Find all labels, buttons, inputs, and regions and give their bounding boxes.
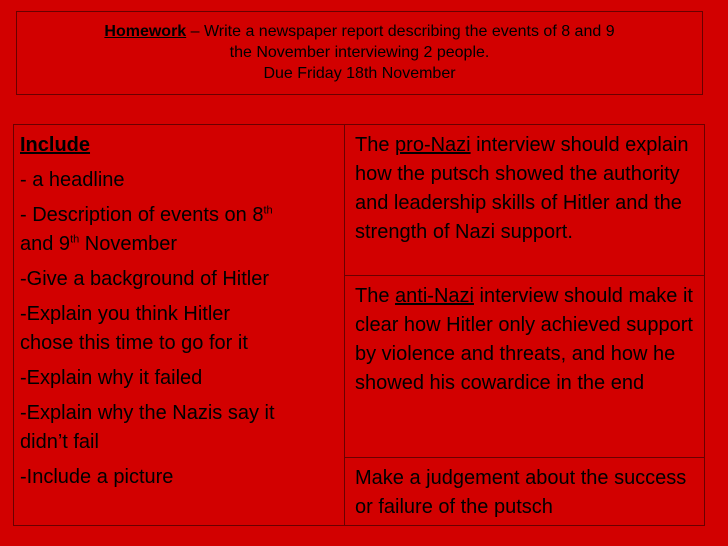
include-item-background: -Give a background of Hitler: [20, 268, 270, 290]
due-date: Due Friday 18th November: [263, 65, 456, 82]
pro-nazi-label: pro-Nazi: [395, 134, 471, 156]
include-item-nazi-view: -Explain why the Nazis say it didn’t fail: [20, 402, 275, 453]
include-item-headline: - a headline: [20, 169, 125, 191]
header-line-2: the November interviewing 2 people.: [229, 44, 490, 61]
anti-nazi-label: anti-Nazi: [395, 285, 474, 307]
header-line-1: [17, 21, 702, 42]
include-item-failure: -Explain why it failed: [20, 367, 203, 389]
pro-nazi-cell: The pro-Nazi interview should explain how the putsch showed the authority and leadership skills of Hitler and the strength of Nazi support.: [345, 125, 704, 276]
interview-column: [345, 125, 704, 525]
include-item-timing: -Explain you think Hitler chose this time to go for it: [20, 303, 248, 354]
homework-header: [16, 11, 703, 95]
include-column: [14, 125, 345, 525]
task-table: [13, 124, 705, 526]
homework-task-text: – Write a newspaper report describing the events of 8 and 9: [186, 23, 615, 40]
include-item-description: - Description of events on 8th and 9th November: [20, 204, 273, 255]
include-heading: Include: [20, 134, 91, 156]
homework-label: Homework: [104, 23, 187, 40]
anti-nazi-cell: The anti-Nazi interview should make it clear how Hitler only achieved support by violence and threats, and how he showed his cowardice in the end: [345, 276, 704, 458]
judgement-cell: Make a judgement about the success or failure of the putsch: [355, 467, 687, 518]
include-item-picture: -Include a picture: [20, 466, 174, 488]
